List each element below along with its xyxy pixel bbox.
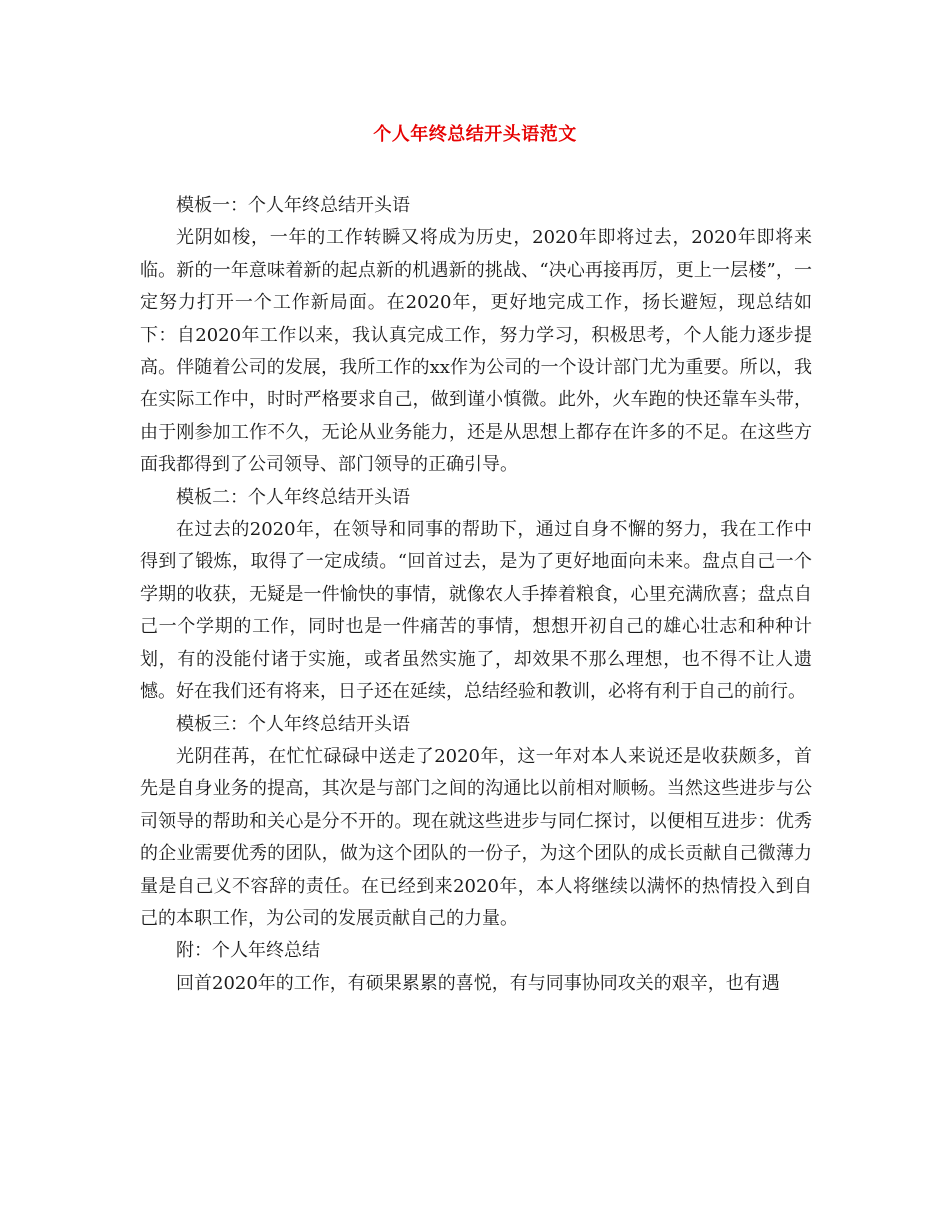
page-title: 个人年终总结开头语范文: [373, 124, 577, 145]
section-heading-template-3: 模板三：个人年终总结开头语: [176, 713, 410, 735]
section-heading-template-2: 模板二：个人年终总结开头语: [176, 486, 410, 508]
paragraph-template-2: 在过去的2020年，在领导和同事的帮助下，通过自身不懈的努力，我在工作中得到了锻炼，取得了一定成绩。“回首过去，是为了更好地面向未来。盘点自己一个学期的收获，无疑是一件愉快的事情，就像农人手捧着粮食，心里充满欣喜；盘点自己一个学期的工作，同时也是一件痛苦的事情，想想开初自己的雄心壮志和种种计划，有的没能付诸于实施，或者虽然实施了，却效果不那么理想，也不得不让人遗憾。好在我们还有将来，日子还在延续，总结经验和教训，必将有利于自己的前行。: [140, 519, 812, 703]
document-body: [140, 190, 812, 1000]
paragraph-template-1: 光阴如梭，一年的工作转瞬又将成为历史，2020年即将过去，2020年即将来临。新的一年意味着新的起点新的机遇新的挑战、“决心再接再厉，更上一层楼”，一定努力打开一个工作新局面。在2020年，更好地完成工作，扬长避短，现总结如下：自2020年工作以来，我认真完成工作，努力学习，积极思考，个人能力逐步提高。伴随着公司的发展，我所工作的xx作为公司的一个设计部门尤为重要。所以，我在实际工作中，时时严格要求自己，做到谨小慎微。此外，火车跑的快还靠车头带，由于刚参加工作不久，无论从业务能力，还是从思想上都存在许多的不足。在这些方面我都得到了公司领导、部门领导的正确引导。: [140, 227, 812, 476]
paragraph-template-3: 光阴荏苒，在忙忙碌碌中送走了2020年，这一年对本人来说还是收获颇多，首先是自身业务的提高，其次是与部门之间的沟通比以前相对顺畅。当然这些进步与公司领导的帮助和关心是分不开的。现在就这些进步与同仁探讨，以便相互进步：优秀的企业需要优秀的团队，做为这个团队的一份子，为这个团队的成长贡献自己微薄力量是自己义不容辞的责任。在已经到来2020年，本人将继续以满怀的热情投入到自己的本职工作，为公司的发展贡献自己的力量。: [140, 745, 812, 929]
section-heading-template-1: 模板一：个人年终总结开头语: [176, 195, 410, 216]
paragraph-appendix: 回首2020年的工作，有硕果累累的喜悦，有与同事协同攻关的艰辛，也有遇: [176, 972, 780, 994]
section-heading-appendix: 附：个人年终总结: [176, 940, 320, 962]
